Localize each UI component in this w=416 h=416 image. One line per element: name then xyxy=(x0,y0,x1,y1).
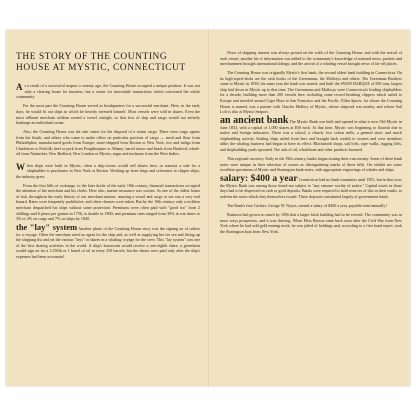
paragraph-headquarters: For the most part the Counting House served as headquarters for a successful merchant. Here, in the early days, he would fit out ships in which he heavily invested himself. Most vessels were sold in shares. Even the most affluent merchant seldom owned a vessel outright, so that loss of ship and cargo would not entirely bankrupt an individual owner. xyxy=(16,103,200,126)
paragraph-salary: salary: $400 a year Connecticut had no bank examiners until 1851, but in that year, the Mystic Bank was among those found not subject to "any censure worthy of notice." Capital assets in those days had to be dispersed on cash or gold deposits. Banks were required to hold reserves of this in their vaults, to redeem the notes which they themselves issued. These deposits constituted largely of government funds. xyxy=(220,173,402,199)
paragraph-first-bank: The Counting House was originally Mystic's first bank, the second oldest bank building in Connecticut. On its high-toped desks are the cash books of the Greenmans, the Mallorys and others. The Greenman Brothers came to Mystic in 1838, the same year the bank was started, and built the SWAN BARQUE of 500 tons, largest ship laid down in Mystic up to that time. The Greenmans and Mallorys were Connecticut's leading shipbuilders for a decade, building more than 200 vessels here, including some record breaking clippers which sailed to Europe and traveled around Cape Horn to San Francisco and the Pacific. Elihu Spicer, for whom the Counting House is named, was a partner with Charles Mallory of Mystic, whose shipyard was nearby, and whose Sail Loft is also at Mystic Seaport. xyxy=(220,70,402,115)
section-heading-lay: the "lay" system xyxy=(16,222,78,233)
brochure-page xyxy=(6,30,410,386)
section-heading-salary: salary: $400 a year xyxy=(220,173,298,185)
drop-cap: W xyxy=(16,161,25,172)
paragraph-news: News of shipping interest was always posted on the walls of the Counting House, and with the arrival of each vessel, another bit of information was added to the community's knowledge of national news; packets and merchantmen brought international tidings; and the arrival of a whaling vessel brought news of far-off places. xyxy=(220,50,402,67)
drop-cap: A xyxy=(16,82,23,93)
paragraph-ancient-bank: an ancient bank The Mystic Bank was built and opened in what is now Old Mystic in June 1833, with a capital of 1,000 shares at $50 each. At that time, Mystic was beginning to flourish due to native and foreign industries. There was a school, a church, two cotton mills, a general store, and much shipbuilding activity. Sealing ships sailed from here and brought back wealth to owners and crew members alike; the whaling business had begun to have its effect. Blacksmith shops, sail lofts, rope walks, rigging lofts, and shipbuilding yards sprouted. The sale of oil, whalebone and other products boomed. xyxy=(220,115,402,152)
paragraph-lay-system: the "lay" system Another phase of the Counting House story was the signing on of sailors for a voyage. Often the merchant acted as agent for the ship and, as well as supplying her for sea and fitting up the shipping list and set the various "lays" or shares in a whaling voyage for the crew. This "lay system" was one of the first sharing activities in the world. A ship's boatswain would receive a one-eighth share, a greenhorn would sign on for a 1/250th or 1 barrel of oil in every 250 barrels, but the shares were paid only after the ship's expenses had been accounted. xyxy=(16,222,200,259)
right-column xyxy=(220,30,402,386)
center-fold xyxy=(208,30,210,386)
paragraph-growth: Business had grown so much by 1856 that a larger brick building had to be erected. The community was in more ways prosperous, and it was thriving. When Elias Brown came back soon after the Civil War from New York where he had sold gold mining stock, he was jailed of holdings and, according to a first hand report, took the Stonington boat from New York. xyxy=(220,212,402,234)
section-heading-bank: an ancient bank xyxy=(220,115,289,127)
paragraph-intro: As a result of a successful seaport a century ago, the Counting House occupied a unique position. It was not only a clearing house for business, but a center for mercantile transactions which concerned the whole community. xyxy=(16,82,200,100)
paragraph-currency: This regional currency. Early in the 19th century, banks began issuing their own money. Some of these bank notes were unique in their selection of scenes as distinguishing marks of these bills. On exhibit are some excellent specimens of Mystic and Stonington bank notes, with appropriate engravings of whales and ships. xyxy=(220,156,402,173)
paragraph-ships: When ships were built in Mystic, often a ship-owner would sell shares here, or transact a sale for a shipbuilder to purchasers in New York or Boston. Working up from brigs and schooners to clipper ships, the industry grew. xyxy=(16,161,200,179)
paragraph-cargo: Also, the Counting House was the sale center for the disposal of a return cargo. There were cargo agents from the South, and others who came to make offers on particular portions of cargo — meal and flour from Philadelphia; manufactured goods from Europe; stone-shipped from Boston or New York; rice and indigo from Charleston or Norfolk; beef or pork from Poughkeepsie or Albany; barrel staves and heads from Hartford; whale-oil from Nantucket, New Bedford, New London or Mystic; sugar and molasses from the West Indies. xyxy=(16,129,200,157)
paragraph-cashier: The Bank's first Cashier, George W. Noyes, earned a salary of $400 a year, payable semi-annually! xyxy=(227,203,387,209)
page-title: THE STORY OF THE COUNTING HOUSE AT MYSTIC, CONNECTICUT xyxy=(16,52,186,73)
paragraph-finance: From the first hills of exchange, to the later drafts of the early 19th century, financial transactions occupied the attention of the merchant and his clerks. Here also, marine insurance was written. As one of the oldest forms of risk, throughout the early history of our merchant marine, insuring a vessel and cargo at sea was a very real hazard. Rates were frequently prohibitive, and often chances were taken. But by the 19th century only a reckless merchant despatched his ships without some protection. Premiums were often paid with "good too" from 2 shillings and 6 pence per guinea in 1756, to double in 1800; and premium rates ranged from 30% in war times to 3% or 2% on cargo and 7% on ships by 1840. xyxy=(16,182,200,222)
left-column xyxy=(16,30,200,386)
